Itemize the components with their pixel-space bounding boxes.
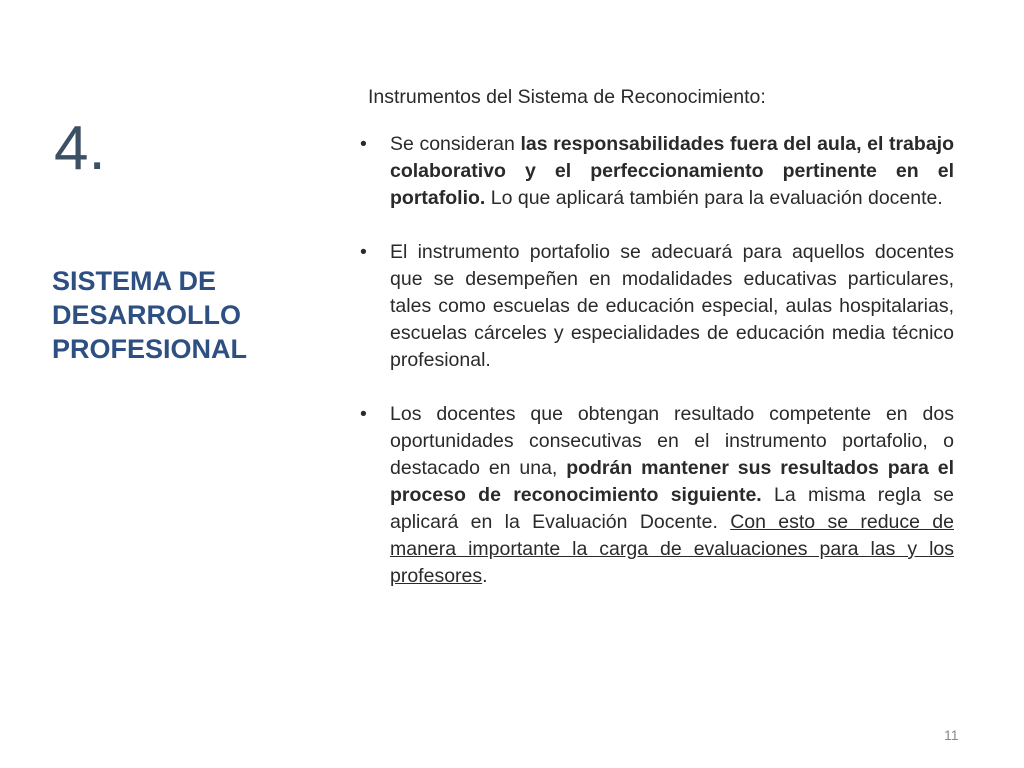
bullet-text: La misma regla se aplicará en la Evaluación Docente. bbox=[390, 484, 955, 533]
bullet-marker: • bbox=[360, 241, 367, 263]
section-title-line: SISTEMA DE bbox=[52, 266, 217, 296]
section-number: 4. bbox=[54, 114, 106, 183]
bullet-text: Se consideran bbox=[390, 133, 521, 155]
bullet-item bbox=[358, 131, 954, 212]
section-title bbox=[52, 264, 292, 366]
content-area bbox=[358, 84, 954, 617]
bullet-bold-text: las responsabilidades fuera del aula, el trabajo colaborativo y el perfeccionamiento pertinente en el portafolio. bbox=[390, 133, 954, 209]
bullet-text: Los docentes que obtengan resultado competente en dos oportunidades consecutivas en el instrumento portafolio, o destacado en una, bbox=[390, 403, 954, 479]
section-title-line: DESARROLLO bbox=[52, 300, 241, 330]
bullet-text: El instrumento portafolio se adecuará para aquellos docentes que se desempeñen en modalidades educativas particulares, tales como escuelas de educación especial, aulas hospitalarias, escuelas cárceles y especialidades de educación media técnico profesional. bbox=[390, 241, 954, 371]
bullet-underlined-text: Con esto se reduce de manera importante la carga de evaluaciones para las y los profesores bbox=[390, 511, 954, 587]
bullet-text: . bbox=[482, 565, 488, 587]
section-title-line: PROFESIONAL bbox=[52, 334, 248, 364]
bullet-item bbox=[358, 239, 954, 374]
bullet-list bbox=[358, 131, 954, 590]
bullet-bold-text: podrán mantener sus resultados para el proceso de reconocimiento siguiente. bbox=[390, 457, 954, 506]
bullet-text: Lo que aplicará también para la evaluación docente. bbox=[485, 187, 943, 209]
bullet-item bbox=[358, 401, 954, 590]
page-number: 11 bbox=[944, 727, 959, 743]
bullet-marker: • bbox=[360, 403, 367, 425]
content-heading: Instrumentos del Sistema de Reconocimiento: bbox=[368, 86, 766, 108]
bullet-marker: • bbox=[360, 133, 367, 155]
